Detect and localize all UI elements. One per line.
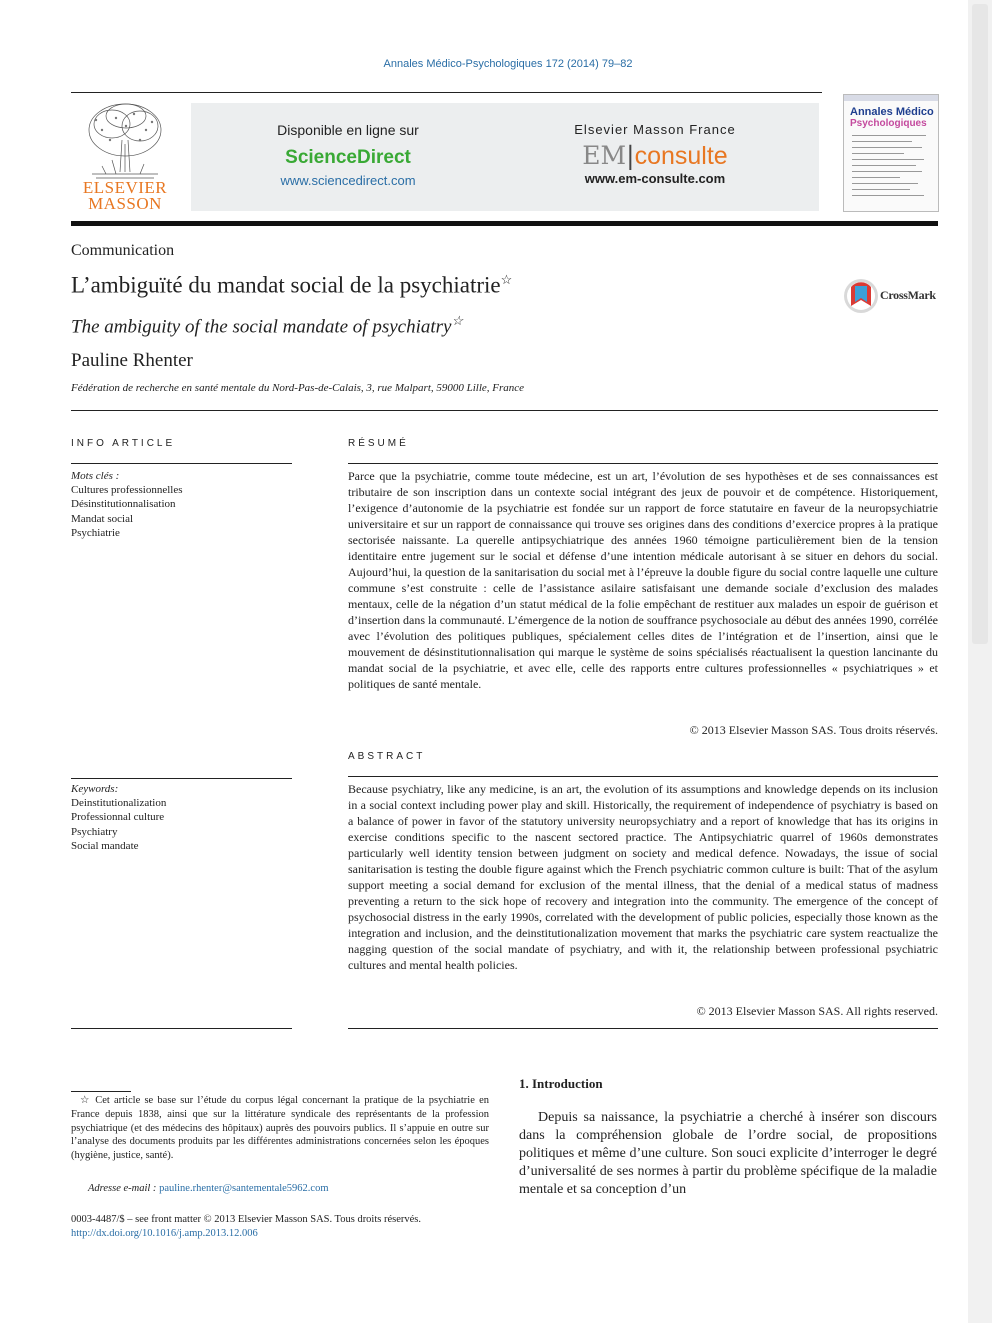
keyword-en[interactable]: Professionnal culture (71, 811, 165, 824)
abstract-text: Because psychiatry, like any medicine, is an art, the evolution of its assumptions and knowledge depends on its inclusion in a social context including power play and skill. Historically, the requirement of independence of psychiatry is based on a balance of power in favor of the statutory university neuropsychiatry and a report of knowledge that has its origins in exercise conditions specific to the nascent sectored practice. The Antipsychiatric quarrel of 1960s demonstrates particularly well identity tension between judgment on society and medical defence. Nowadays, the issue of social sanitarisation is testing the double figure against which the French psychiatric common culture is built: That of the asylum support meeting a social demand for exclusion of the mental illness, that the denial of a medical status of madness preventing a return to the sick hope of recovery and integration into the community. The emergence of the concept of psychosocial distress in the early 1990s, correlated with the development of public policies, especially those known as the integration and inclusion, and the deinstitutionalization movement that marks the psychiatric care system reactualize the nagging question of the social mandate of psychiatry, and with it, the relationship between professional psychiatric cultures and mental health policies. (348, 782, 938, 972)
journal-reference-link[interactable]: Annales Médico-Psychologiques 172 (2014) 79–82 (383, 58, 633, 70)
abstract-heading: ABSTRACT (348, 751, 426, 762)
scrollbar-thumb[interactable] (972, 4, 988, 644)
resume-copyright: © 2013 Elsevier Masson SAS. Tous droits réservés. (689, 723, 938, 737)
wordmark-line-2: MASSON (88, 194, 162, 213)
cover-title-line-1: Annales Médico (850, 106, 934, 118)
available-online-label: Disponible en ligne sur (277, 122, 419, 138)
resume-text: Parce que la psychiatrie, comme toute médecine, est un art, l’évolution de ses hypothèses et de ses connaissances est tributaire de son inscription dans un contexte social intégrant des jeux de pouvoir et de compétence. Historiquement, l’exigence d’autonomie de la psychiatrie est fondée sur un rapport de force statutaire en faveur de la neuropsychiatrie universitaire et sur un rapport de connaissance qui trouve ses origines dans des conditions d’exercice propres à la pratique sectorisée naissante. La querelle antipsychiatrique des années 1960 témoigne particulièrement bien de la tension identitaire entre jugement sur le social et défense d’une intention médicale autorisant à se situer en dehors du social. Aujourd’hui, la question de la sanitarisation du social met à l’épreuve la double figure du social contre laquelle une culture commune s’est construite : celle de l’assistance asilaire satisfaisant une demande sociale d’exclusion des malades mentaux, celle de la négation d’un statut médical de la folie empêchant de restituer aux malades un espoir de guérison et d’insertion dans la communauté. L’émergence de la notion de souffrance psychosociale au début des années 1990, corrélée avec l’évolution des politiques publiques, spécialement celles dites de l’intégration et de l’insertion, ainsi que le mouvement de désinstitutionnalisation qui marque le système de soins spécialisés réactualisent la question lancinante du mandat social de la psychiatrie, et avec elle, celle des rapports entre cultures professionnelles « psychiatriques » et politiques de santé mentale. (348, 469, 938, 691)
title-footnote (71, 1094, 489, 1163)
info-rule (71, 463, 292, 464)
footnote-rule (71, 1091, 131, 1092)
abstract-bottom-rule (348, 1028, 938, 1029)
sciencedirect-logo[interactable]: ScienceDirect (285, 147, 411, 168)
author-email (88, 1183, 329, 1194)
emconsulte-url-link[interactable]: www.em-consulte.com (584, 171, 726, 186)
keywords-fr-label: Mots clés : (71, 470, 120, 482)
author-affiliation: Fédération de recherche en santé mentale du Nord-Pas-de-Calais, 3, rue Malpart, 59000 Lille, France (71, 382, 525, 394)
consulte-logo-part: consulte (634, 142, 728, 170)
journal-cover-thumbnail[interactable] (843, 94, 939, 212)
keyword-en[interactable]: Psychiatry (71, 825, 118, 838)
cover-top-band (844, 95, 938, 101)
cover-title-line-2: Psychologiques (850, 118, 927, 129)
introduction-heading: 1. Introduction (519, 1076, 603, 1091)
sciencedirect-block (243, 122, 453, 188)
resume-heading: RÉSUMÉ (348, 438, 409, 449)
keyword-fr[interactable]: Désinstitutionnalisation (71, 498, 176, 511)
front-matter-note: 0003-4487/$ – see front matter © 2013 Elsevier Masson SAS. Tous droits réservés. (71, 1214, 422, 1225)
footnote-text: Cet article se base sur l’étude du corpus légal concernant la pratique de la psychiatrie en France depuis 1838, ainsi que sur la littérature syndicale des représentants de la profession psychiatrique (et des médecins des hôpitaux) auprès des pouvoirs publics. Il s’appuie en outre sur l’analyse des documents produits par les différentes administrations concernées selon les époques (hygiène, justice, santé). (71, 1095, 489, 1162)
sciencedirect-url-link[interactable]: www.sciencedirect.com (280, 173, 416, 188)
resume-rule (348, 463, 938, 464)
keywords-en (71, 782, 293, 853)
title-fr-footnote-marker[interactable]: ☆ (500, 272, 513, 287)
article-type: Communication (71, 242, 175, 259)
keyword-en[interactable]: Social mandate (71, 839, 139, 852)
email-link[interactable]: pauline.rhenter@santementale5962.com (159, 1183, 329, 1194)
wordmark-line-1: ELSEVIER (82, 178, 168, 197)
introduction-text: Depuis sa naissance, la psychiatrie a cherché à insérer son discours dans la compréhension globale de l’ordre social, de propositions politiques et même d’une culture. Son souci explicite d’interroger le degré d’universalité de ses normes à partir du problème spécifique de la maladie mentale et sa conception d’un (519, 1110, 937, 1197)
title-en-text: The ambiguity of the social mandate of psychiatry (71, 316, 452, 338)
header-bottom-rule (71, 221, 938, 226)
header-top-rule (71, 92, 822, 93)
emconsulte-block (545, 122, 765, 186)
crossmark-label[interactable]: CrossMark (880, 288, 936, 302)
em-logo-part: EM (582, 141, 627, 170)
elsevier-masson-wordmark (72, 180, 178, 212)
footnote-marker: ☆ (80, 1095, 91, 1106)
author-name[interactable]: Pauline Rhenter (71, 350, 193, 371)
keyword-fr[interactable]: Mandat social (71, 512, 134, 525)
keywords-en-label: Keywords: (71, 783, 119, 795)
email-label: Adresse e-mail : (88, 1183, 157, 1194)
title-en-footnote-marker[interactable]: ☆ (451, 313, 464, 328)
keyword-en[interactable]: Deinstitutionalization (71, 797, 167, 810)
abstract-rule (348, 776, 938, 777)
keywords-fr (71, 469, 293, 540)
article-title-en (71, 313, 463, 338)
emconsulte-logo[interactable]: EM|consulte (582, 141, 728, 170)
info-article-heading: INFO ARTICLE (71, 438, 176, 449)
abstract-copyright: © 2013 Elsevier Masson SAS. All rights reserved. (696, 1004, 938, 1018)
keywords-en-rule (71, 778, 292, 779)
title-block-rule (71, 410, 938, 411)
cover-title (850, 107, 936, 129)
info-bottom-rule (71, 1028, 292, 1029)
publisher-name: Elsevier Masson France (574, 122, 736, 137)
title-fr-text: L’ambiguïté du mandat social de la psychiatrie (71, 272, 501, 298)
article-title-fr (71, 272, 512, 299)
doi-link[interactable]: http://dx.doi.org/10.1016/j.amp.2013.12.006 (71, 1228, 258, 1239)
keyword-fr[interactable]: Cultures professionnelles (71, 484, 183, 497)
keyword-fr[interactable]: Psychiatrie (71, 526, 120, 539)
